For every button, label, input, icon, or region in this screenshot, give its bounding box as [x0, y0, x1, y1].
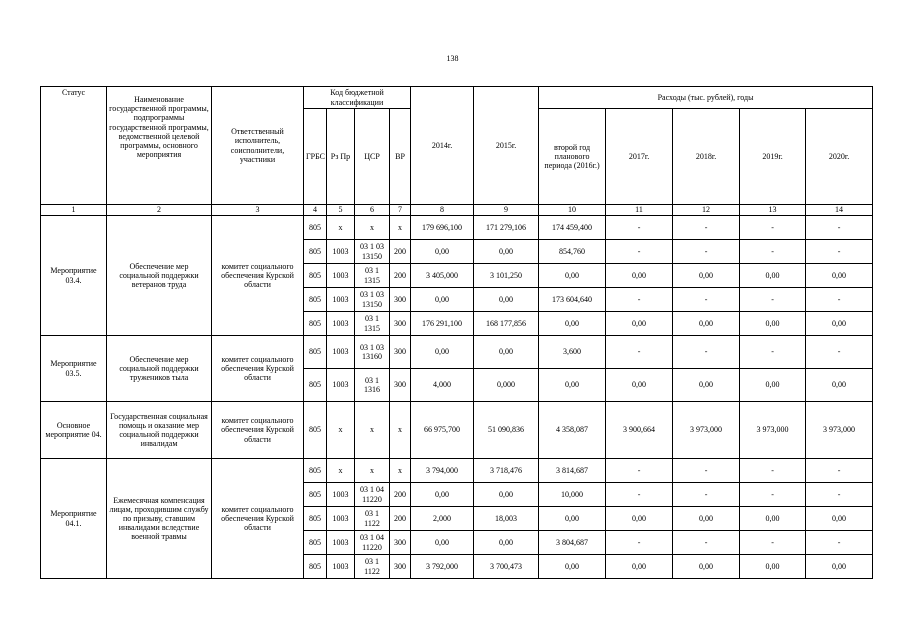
header-responsible: Ответственный исполнитель, соисполнители, участники [212, 87, 304, 205]
row-status: Основное мероприятие 04. [41, 402, 107, 459]
table-cell: 1003 [327, 531, 355, 555]
table-cell: - [673, 459, 740, 483]
table-cell: 0,00 [673, 555, 740, 579]
table-cell: x [390, 216, 411, 240]
header-status: Статус [41, 87, 107, 205]
table-cell: 4 358,087 [539, 402, 606, 459]
table-cell: 1003 [327, 369, 355, 402]
header-2019: 2019г. [740, 109, 806, 205]
table-cell: 176 291,100 [411, 312, 474, 336]
table-cell: 0,00 [539, 369, 606, 402]
col-number: 11 [606, 205, 673, 216]
header-2014: 2014г. [411, 87, 474, 205]
table-cell: x [390, 402, 411, 459]
table-cell: 0,00 [806, 507, 873, 531]
table-cell: x [327, 216, 355, 240]
table-cell: 0,00 [411, 483, 474, 507]
col-number: 13 [740, 205, 806, 216]
table-cell: 0,00 [740, 312, 806, 336]
table-cell: 854,760 [539, 240, 606, 264]
table-cell: 1003 [327, 336, 355, 369]
table-cell: 3 101,250 [474, 264, 539, 288]
table-cell: - [606, 216, 673, 240]
table-cell: 805 [304, 336, 327, 369]
table-cell: 300 [390, 531, 411, 555]
table-cell: - [806, 240, 873, 264]
table-cell: 1003 [327, 240, 355, 264]
table-cell: 0,000 [474, 369, 539, 402]
table-cell: 03 1 04 11220 [355, 483, 390, 507]
table-cell: 0,00 [606, 312, 673, 336]
table-cell: 805 [304, 531, 327, 555]
table-cell: 03 1 1122 [355, 555, 390, 579]
table-cell: 0,00 [740, 507, 806, 531]
table-cell: 3,600 [539, 336, 606, 369]
table-cell: 0,00 [673, 507, 740, 531]
table-cell: - [606, 483, 673, 507]
table-cell: 0,00 [673, 312, 740, 336]
table-cell: - [740, 483, 806, 507]
table-cell: - [673, 336, 740, 369]
table-cell: 1003 [327, 264, 355, 288]
header-grbs: ГРБС [304, 109, 327, 205]
table-row [41, 336, 873, 369]
table-cell: x [355, 402, 390, 459]
table-cell: 0,00 [411, 288, 474, 312]
table-cell: - [673, 240, 740, 264]
table-cell: 0,00 [474, 483, 539, 507]
header-csr: ЦСР [355, 109, 390, 205]
table-cell: - [740, 336, 806, 369]
table-cell: 0,00 [606, 507, 673, 531]
table-row [41, 459, 873, 483]
table-cell: 805 [304, 483, 327, 507]
table-cell: 0,00 [606, 555, 673, 579]
header-2016: второй год планового периода (2016г.) [539, 109, 606, 205]
table-cell: - [606, 288, 673, 312]
table-cell: 3 900,664 [606, 402, 673, 459]
table-cell: 0,00 [539, 264, 606, 288]
table-cell: 0,00 [806, 369, 873, 402]
table-body [41, 216, 873, 579]
col-number: 4 [304, 205, 327, 216]
table-cell: 03 1 03 13150 [355, 240, 390, 264]
row-name: Ежемесячная компенсация лицам, проходившим службу по призыву, ставшим инвалидами вследствие военной травмы [107, 459, 212, 579]
table-cell: 0,00 [474, 531, 539, 555]
table-cell: 0,00 [411, 240, 474, 264]
table-cell: 03 1 1315 [355, 312, 390, 336]
table-cell: 4,000 [411, 369, 474, 402]
table-cell: 3 700,473 [474, 555, 539, 579]
header-vr: ВР [390, 109, 411, 205]
table-row [41, 216, 873, 240]
table-cell: 2,000 [411, 507, 474, 531]
table-cell: 1003 [327, 483, 355, 507]
budget-table [40, 86, 873, 579]
column-number-row [41, 205, 873, 216]
table-cell: 171 279,106 [474, 216, 539, 240]
table-cell: - [673, 531, 740, 555]
table-cell: 0,00 [474, 288, 539, 312]
col-number: 6 [355, 205, 390, 216]
row-name: Обеспечение мер социальной поддержки ветеранов труда [107, 216, 212, 336]
table-cell: 0,00 [539, 507, 606, 531]
table-cell: 0,00 [411, 336, 474, 369]
table-cell: 300 [390, 312, 411, 336]
table-cell: 168 177,856 [474, 312, 539, 336]
table-cell: 3 973,000 [673, 402, 740, 459]
table-cell: 200 [390, 264, 411, 288]
col-number: 9 [474, 205, 539, 216]
table-cell: 3 973,000 [806, 402, 873, 459]
table-cell: 1003 [327, 312, 355, 336]
table-cell: - [740, 240, 806, 264]
table-cell: 0,00 [673, 369, 740, 402]
table-cell: 300 [390, 555, 411, 579]
table-cell: - [673, 483, 740, 507]
table-cell: - [606, 240, 673, 264]
table-cell: - [806, 459, 873, 483]
table-cell: 10,000 [539, 483, 606, 507]
col-number: 1 [41, 205, 107, 216]
header-2015: 2015г. [474, 87, 539, 205]
table-cell: - [806, 483, 873, 507]
table-cell: 805 [304, 264, 327, 288]
table-cell: 03 1 1122 [355, 507, 390, 531]
table-cell: 200 [390, 507, 411, 531]
table-cell: 805 [304, 288, 327, 312]
table-cell: x [390, 459, 411, 483]
table-cell: 300 [390, 336, 411, 369]
table-cell: x [355, 216, 390, 240]
col-number: 12 [673, 205, 740, 216]
table-cell: 51 090,836 [474, 402, 539, 459]
table-cell: 3 794,000 [411, 459, 474, 483]
header-name: Наименование государственной программы, подпрограммы государственной программы, ведомственной целевой программы, основного мероприятия [107, 87, 212, 205]
table-cell: 805 [304, 555, 327, 579]
table-cell: 0,00 [539, 555, 606, 579]
row-name: Обеспечение мер социальной поддержки тружеников тыла [107, 336, 212, 402]
table-cell: - [673, 288, 740, 312]
table-cell: - [740, 459, 806, 483]
table-cell: 03 1 1316 [355, 369, 390, 402]
row-responsible: комитет социального обеспечения Курской области [212, 402, 304, 459]
table-cell: 179 696,100 [411, 216, 474, 240]
col-number: 5 [327, 205, 355, 216]
table-cell: 0,00 [411, 531, 474, 555]
table-cell: 0,00 [806, 264, 873, 288]
table-cell: 0,00 [740, 369, 806, 402]
row-responsible: комитет социального обеспечения Курской области [212, 216, 304, 336]
table-cell: 3 814,687 [539, 459, 606, 483]
table-cell: 200 [390, 240, 411, 264]
table-cell: 3 405,000 [411, 264, 474, 288]
table-cell: - [806, 216, 873, 240]
table-cell: - [806, 531, 873, 555]
table-cell: 805 [304, 459, 327, 483]
table-cell: 0,00 [673, 264, 740, 288]
table-cell: 0,00 [740, 555, 806, 579]
table-cell: 1003 [327, 288, 355, 312]
table-cell: 805 [304, 507, 327, 531]
table-cell: 0,00 [606, 264, 673, 288]
table-cell: - [740, 531, 806, 555]
row-status: Мероприятие 03.4. [41, 216, 107, 336]
table-cell: x [327, 402, 355, 459]
page-number: 138 [446, 54, 459, 63]
table-cell: - [806, 336, 873, 369]
table-cell: x [355, 459, 390, 483]
table-cell: x [327, 459, 355, 483]
table-cell: 805 [304, 216, 327, 240]
table-cell: 03 1 04 11220 [355, 531, 390, 555]
table-cell: 200 [390, 483, 411, 507]
table-cell: 0,00 [474, 336, 539, 369]
col-number: 3 [212, 205, 304, 216]
table-cell: 3 792,000 [411, 555, 474, 579]
header-expenses-group: Расходы (тыс. рублей), годы [539, 87, 873, 109]
header-rzpr: Рз Пр [327, 109, 355, 205]
header-2017: 2017г. [606, 109, 673, 205]
table-cell: 173 604,640 [539, 288, 606, 312]
row-responsible: комитет социального обеспечения Курской области [212, 336, 304, 402]
table-cell: - [806, 288, 873, 312]
table-cell: 18,003 [474, 507, 539, 531]
table-cell: 03 1 03 13160 [355, 336, 390, 369]
table-cell: 03 1 1315 [355, 264, 390, 288]
col-number: 2 [107, 205, 212, 216]
header-code-group: Код бюджетной классификации [304, 87, 411, 109]
table-cell: - [740, 216, 806, 240]
table-cell: 3 718,476 [474, 459, 539, 483]
table-cell: 174 459,400 [539, 216, 606, 240]
col-number: 7 [390, 205, 411, 216]
row-status: Мероприятие 03.5. [41, 336, 107, 402]
table-cell: 0,00 [606, 369, 673, 402]
row-name: Государственная социальная помощь и оказание мер социальной поддержки инвалидам [107, 402, 212, 459]
header-2018: 2018г. [673, 109, 740, 205]
table-cell: - [673, 216, 740, 240]
table-cell: - [606, 336, 673, 369]
table-cell: 3 804,687 [539, 531, 606, 555]
table-cell: 0,00 [539, 312, 606, 336]
table-cell: 3 973,000 [740, 402, 806, 459]
table-cell: 0,00 [474, 240, 539, 264]
table-cell: 805 [304, 240, 327, 264]
header-2020: 2020г. [806, 109, 873, 205]
table-cell: 0,00 [740, 264, 806, 288]
table-cell: 805 [304, 402, 327, 459]
col-number: 8 [411, 205, 474, 216]
table-cell: 66 975,700 [411, 402, 474, 459]
col-number: 14 [806, 205, 873, 216]
table-cell: 0,00 [806, 555, 873, 579]
table-cell: - [606, 459, 673, 483]
table-cell: 0,00 [806, 312, 873, 336]
table-cell: - [740, 288, 806, 312]
table-row [41, 402, 873, 459]
row-status: Мероприятие 04.1. [41, 459, 107, 579]
table-cell: 03 1 03 13150 [355, 288, 390, 312]
row-responsible: комитет социального обеспечения Курской области [212, 459, 304, 579]
table-cell: 1003 [327, 507, 355, 531]
table-cell: 1003 [327, 555, 355, 579]
table-cell: 805 [304, 312, 327, 336]
table-cell: 300 [390, 288, 411, 312]
col-number: 10 [539, 205, 606, 216]
table-cell: 300 [390, 369, 411, 402]
table-cell: 805 [304, 369, 327, 402]
table-cell: - [606, 531, 673, 555]
